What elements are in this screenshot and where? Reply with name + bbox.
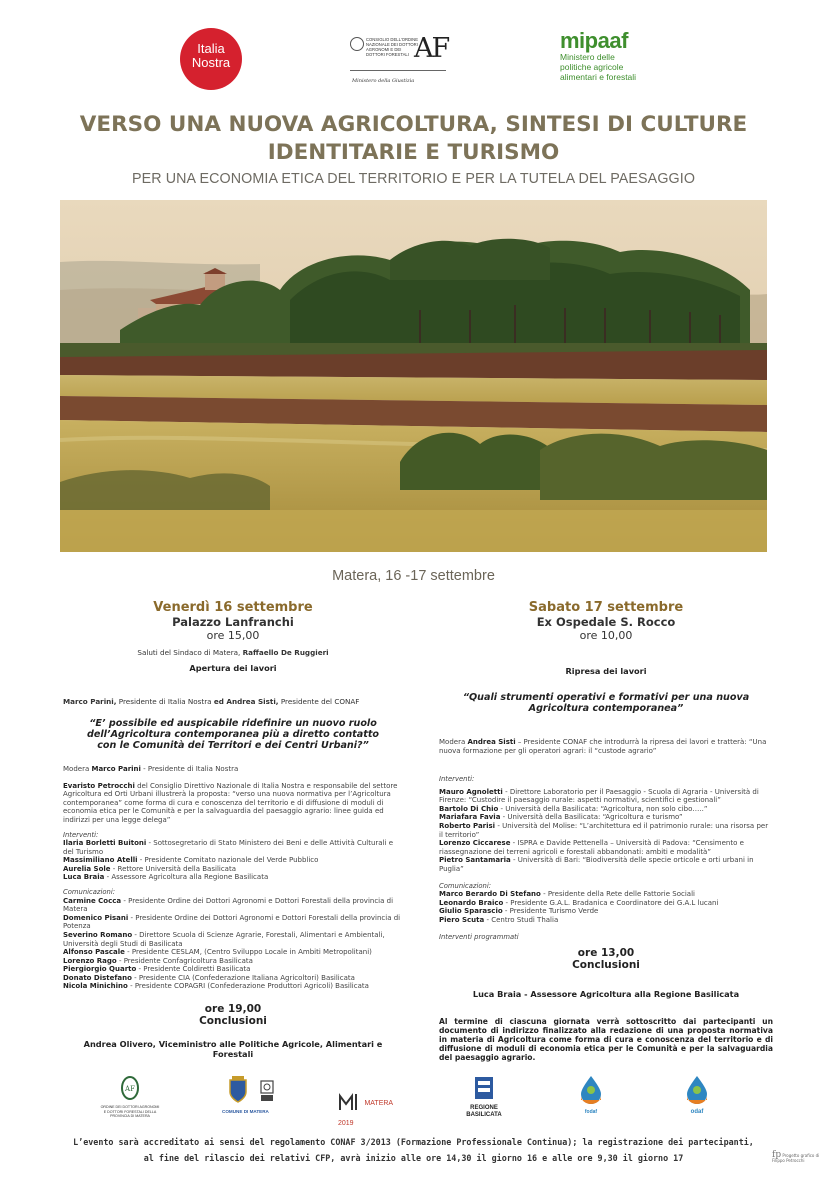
day2-conclusioni: Conclusioni: [572, 959, 640, 971]
day2-interventi-label: Interventi:: [439, 775, 475, 784]
speaker-name: Lorenzo Ciccarese: [439, 839, 511, 848]
fodaf-text: fodaf: [584, 1109, 598, 1115]
speaker-role: - Centro Studi Thalia: [484, 915, 559, 924]
speaker-role: - Direttore Scuola di Scienze Agrarie, Forestali, Alimentari e Ambientali, Università degli Studi di Basilicata: [63, 930, 385, 948]
list-item: [439, 822, 773, 839]
opener-2-role: Presidente del CONAF: [278, 697, 360, 706]
list-item: [439, 805, 773, 814]
comune-matera-logo: [222, 1076, 269, 1114]
list-item: [63, 897, 403, 914]
day1-interventi-list: [63, 839, 403, 882]
list-item: [439, 856, 773, 873]
list-item: [63, 865, 403, 874]
svg-text:AF: AF: [125, 1085, 135, 1093]
footer-line-2: al fine del rilascio dei relativi CFP, avrà inizio alle ore 14,30 il giorno 16 e alle ore 9,30 il giorno 17: [143, 1153, 684, 1163]
speaker-role: - Presidente Ordine dei Dottori Agronomi e Dottori Forestali della provincia di Matera: [63, 896, 394, 914]
republic-emblem-icon: [350, 37, 364, 51]
day1-moderator: [63, 765, 403, 774]
regione-text: REGIONE BASILICATA: [466, 1105, 502, 1118]
event-dateline: Matera, 16 -17 settembre: [332, 568, 495, 584]
speaker-role: - Presidente G.A.L. Bradanica e Coordinatore dei G.A.L lucani: [503, 898, 719, 907]
speaker-role: - Presidente della Rete delle Fattorie Sociali: [540, 890, 695, 899]
list-item: [439, 890, 773, 899]
speaker-name: Giulio Sparascio: [439, 907, 503, 916]
greeting-text: Saluti del Sindaco di Matera,: [137, 648, 241, 657]
regione-basilicata-logo: [462, 1076, 506, 1119]
design-credit: [772, 1150, 822, 1163]
speaker-name: Donato Distefano: [63, 973, 132, 982]
speaker-role: - Presidente Comitato nazionale del Verde Pubblico: [137, 856, 319, 865]
speaker-name: Lorenzo Rago: [63, 956, 117, 965]
speaker-role: - Direttore Laboratorio per il Paesaggio - Scuola di Agraria - Università di Firenze: “Custodire il paesaggio rurale: aspetti normativi, scientifici e gestionali”: [439, 787, 759, 805]
mipaaf-line2: politiche agricole: [560, 62, 624, 72]
moderator-role: - Presidente di Italia Nostra: [140, 765, 239, 773]
day1-interventi-label: Interventi:: [63, 830, 99, 839]
list-item: [63, 974, 403, 983]
speaker-name: Leonardo Braico: [439, 898, 504, 907]
intro-name: Evaristo Petrocchi: [63, 781, 135, 790]
speaker-role: - Presidente Confagricoltura Basilicata: [116, 956, 253, 965]
speaker-role: - Presidente Ordine dei Dottori Agronomi e Dottori Forestali della provincia di Potenza: [63, 913, 401, 931]
speaker-role: - Presidente CESLAM, (Centro Sviluppo Locale in Ambiti Metropolitani): [124, 948, 372, 957]
day1-time: ore 15,00: [206, 629, 260, 642]
footer-line-1: L’evento sarà accreditato ai sensi del regolamento CONAF 3/2013 (Formazione Professionale Continua); la registrazione dei partecipanti,: [73, 1137, 754, 1147]
day2-column: [439, 600, 773, 1062]
speaker-name: Piero Scuta: [439, 915, 485, 924]
day2-heading: Sabato 17 settembre: [528, 600, 684, 615]
mipaaf-logo: [560, 30, 680, 90]
speaker-role: - Assessore Agricoltura alla Regione Basilicata: [104, 873, 269, 882]
day2-place: Ex Ospedale S. Rocco: [536, 615, 676, 629]
day2-comunicazioni-label: Comunicazioni:: [439, 881, 492, 890]
list-item: [439, 839, 773, 856]
list-item: [439, 788, 773, 805]
moderator-name: Marco Parini: [91, 765, 141, 773]
speaker-name: Domenico Pisani: [63, 913, 129, 922]
matera-crest-icon: [228, 1076, 248, 1104]
credit-mark: fp: [772, 1150, 782, 1160]
conaf-logo-text: CONSIGLIO DELL'ORDINE NAZIONALE DEI DOTTORI AGRONOMI E DEI DOTTORI FORESTALI: [366, 37, 418, 57]
speaker-role: - Presidente Turismo Verde: [502, 907, 599, 916]
list-item: [439, 916, 773, 925]
mipaaf-brand: mipaaf: [560, 28, 628, 53]
day1-heading: Venerdì 16 settembre: [153, 600, 313, 615]
mipaaf-line3: alimentari e forestali: [560, 72, 637, 82]
list-item: [439, 899, 773, 908]
day2-programmati-label: Interventi programmati: [439, 932, 519, 941]
list-item: [63, 856, 403, 865]
fodaf-drop-icon: [577, 1074, 605, 1104]
speaker-name: Piergiorgio Quarto: [63, 965, 137, 974]
fodaf-logo: [576, 1074, 606, 1115]
day1-openers: [63, 697, 403, 706]
day2-comunicazioni-list: [439, 890, 773, 924]
day1-intro: [63, 782, 403, 825]
speaker-role: - ISPRA e Davide Pettenella – Università di Padova: “Censimento e riassegnazione dei terreni agricoli e forestali abbandonati: ambiti e modalità”: [439, 839, 744, 856]
speaker-name: Alfonso Pascale: [63, 948, 125, 957]
list-item: [63, 982, 403, 991]
speaker-name: Bartolo Di Chio: [439, 804, 499, 813]
conaf-af-mark: AF: [414, 33, 449, 64]
greeting-name: Raffaello De Ruggieri: [242, 648, 329, 657]
credit-text: Progetto grafico di Filippo Petrocchi: [772, 1153, 820, 1163]
speaker-role: - Rettore Università della Basilicata: [110, 864, 237, 873]
speaker-name: Pietro Santamaria: [439, 856, 511, 865]
list-item: [439, 907, 773, 916]
opener-1-name: Marco Parini,: [63, 697, 117, 706]
day1-greeting: [63, 648, 403, 657]
speaker-role: - Università di Bari: “Biodiversità delle specie orticole e orti urbani in Puglia”: [439, 856, 754, 874]
ordine-text: ORDINE DEI DOTTORI AGRONOMI E DOTTORI FORESTALI DELLA PROVINCIA DI MATERA: [100, 1105, 160, 1119]
speaker-role: - Presidente Coldiretti Basilicata: [136, 965, 251, 974]
conaf-divider: [350, 70, 446, 71]
list-item: [63, 957, 403, 966]
day2-moderator: [439, 738, 773, 755]
moderator-text: – Presidente CONAF che introdurrà la ripresa dei lavori e tratterà: “Una nuova formazione per gli operatori agrari: il “custode agrario”: [439, 738, 767, 755]
speaker-name: Roberto Parisi: [439, 822, 496, 831]
speaker-role: - Università del Molise: “L’architettura ed il patrimonio rurale: una risorsa per il territorio”: [439, 822, 769, 839]
speaker-role: - Presidente CIA (Confederazione Italiana Agricoltori) Basilicata: [131, 973, 355, 982]
day2-end-time: ore 13,00: [577, 947, 635, 959]
list-item: [439, 813, 773, 822]
day1-column: [63, 600, 403, 1059]
list-item: [63, 873, 403, 882]
speaker-name: Severino Romano: [63, 930, 133, 939]
day2-interventi-list: [439, 788, 773, 874]
title-line-2: IDENTITARIE E TURISMO: [267, 140, 560, 165]
ordine-emblem-icon: [120, 1076, 140, 1100]
unesco-icon: [260, 1079, 274, 1108]
moderator-label: Modera: [63, 765, 90, 773]
moderator-label: Modera: [439, 738, 466, 746]
speaker-name: Mauro Agnoletti: [439, 787, 503, 796]
italia-nostra-logo-line2: Nostra: [191, 55, 231, 70]
moderator-name: Andrea Sisti: [467, 738, 516, 746]
title-line-1: VERSO UNA NUOVA AGRICOLTURA, SINTESI DI CULTURE: [79, 112, 748, 137]
speaker-name: Aurelia Sole: [63, 864, 111, 873]
day1-closing-speaker: Andrea Olivero, Viceministro alle Politiche Agricole, Alimentari e Forestali: [83, 1039, 383, 1060]
odaf-logo: [682, 1074, 712, 1115]
matera2019-mark-icon: [338, 1090, 360, 1112]
list-item: [63, 914, 403, 931]
odaf-text: odaf: [690, 1109, 704, 1115]
speaker-name: Marco Berardo Di Stefano: [439, 890, 541, 899]
speaker-name: Carmine Cocca: [63, 896, 122, 905]
conaf-logo: [350, 35, 450, 90]
day2-time: ore 10,00: [579, 629, 633, 642]
regione-crest-icon: [474, 1076, 494, 1100]
speaker-name: Ilaria Borletti Buitoni: [63, 839, 147, 848]
speaker-name: Massimiliano Atelli: [63, 856, 138, 865]
intro-text: del Consiglio Direttivo Nazionale di Italia Nostra e responsabile del settore Agricoltura ed Orti Urbani illustrerà la proposta: “verso una nuova normativa per l’Agricoltura contemporanea” come forma di cura e conoscenza del territorio e di diffusione di moduli di economia etica per le Comunità e per la salvaguardia del paesaggio agrario: linee guida ed indirizzi per una legge delega”: [63, 781, 398, 824]
conaf-ministry: Ministero della Giustizia: [352, 78, 415, 84]
speaker-role: - Università della Basilicata: “Agricoltura e turismo”: [500, 813, 683, 822]
speaker-name: Mariafara Favia: [439, 813, 501, 822]
list-item: [63, 931, 403, 948]
list-item: [63, 839, 403, 856]
day1-comunicazioni-label: Comunicazioni:: [63, 888, 116, 897]
ordine-matera-logo: [100, 1076, 160, 1119]
opener-1-role: Presidente di Italia Nostra: [116, 697, 214, 706]
opener-2-name: ed Andrea Sisti,: [213, 697, 279, 706]
day1-question: “E’ possibile ed auspicabile ridefinire un nuovo ruolo dell’Agricoltura contemporanea più a diretto contatto con le Comunità dei Territori e dei Centri Urbani?”: [86, 718, 379, 751]
day1-end-time: ore 19,00: [204, 1003, 262, 1016]
mipaaf-line1: Ministero delle: [560, 52, 615, 62]
day1-comunicazioni-list: [63, 897, 403, 992]
speaker-role: - Università della Basilicata: “Agricoltura, non solo cibo…..”: [498, 804, 708, 813]
speaker-role: - Presidente COPAGRI (Confederazione Produttori Agricoli) Basilicata: [127, 982, 369, 991]
speaker-name: Luca Braia: [63, 873, 105, 882]
speaker-role: - Sottosegretario di Stato Ministero dei Beni e delle Attività Culturali e del Turismo: [63, 839, 394, 856]
list-item: [63, 965, 403, 974]
day1-place: Palazzo Lanfranchi: [172, 615, 294, 629]
subtitle: PER UNA ECONOMIA ETICA DEL TERRITORIO E PER LA TUTELA DEL PAESAGGIO: [131, 171, 696, 187]
odaf-drop-icon: [683, 1074, 711, 1104]
day1-conclusioni: Conclusioni: [199, 1015, 267, 1028]
day2-closing-speaker: Luca Braia - Assessore Agricoltura alla Regione Basilicata: [472, 989, 740, 999]
day2-final-note: Al termine di ciascuna giornata verrà sottoscritto dai partecipanti un documento di indirizzo finalizzato alla redazione di una proposta normativa in materia di Agricoltura come forma di cura e conoscenza del territorio e di diffusione di moduli di economia etica per le Comunità e per la salvaguardia del paesaggio agrario.: [439, 1017, 773, 1062]
comune-text: COMUNE DI MATERA: [222, 1109, 269, 1114]
speaker-name: Nicola Minichino: [63, 982, 128, 991]
landscape-photo: [60, 200, 767, 552]
italia-nostra-logo: [180, 28, 242, 90]
day2-question: “Quali strumenti operativi e formativi per una nuova Agricoltura contemporanea”: [462, 692, 750, 714]
matera2019-logo: [338, 1090, 408, 1130]
matera2019-text: MATERA 2019: [338, 1100, 393, 1127]
list-item: [63, 948, 403, 957]
day2-opening: Ripresa dei lavori: [565, 666, 647, 676]
italia-nostra-logo-line1: Italia: [197, 41, 225, 56]
day1-opening: Apertura dei lavori: [189, 663, 277, 673]
